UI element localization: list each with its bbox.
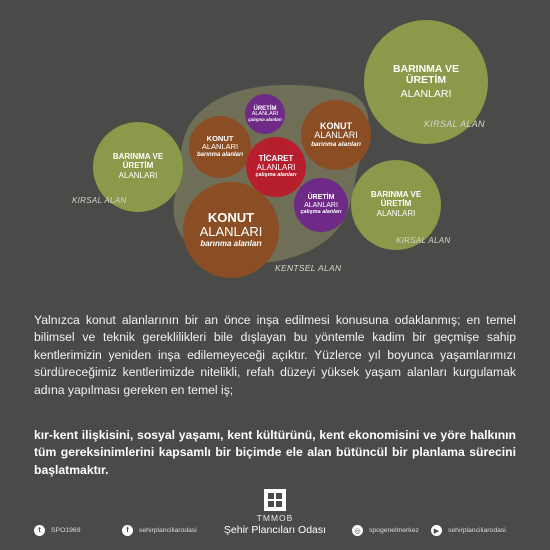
node-sub: ALANLARI bbox=[251, 110, 279, 117]
node-uretim-lower bbox=[294, 178, 348, 232]
node-detail: çalışma alanları bbox=[300, 208, 342, 215]
instagram-icon: ◎ bbox=[352, 525, 363, 536]
twitter-icon: t bbox=[34, 525, 45, 536]
social-footer bbox=[0, 522, 550, 542]
node-detail: barınma alanları bbox=[196, 152, 244, 159]
node-sub: ALANLARI bbox=[304, 201, 338, 209]
twitter-link[interactable] bbox=[34, 525, 80, 536]
body-paragraph: Yalnızca konut alanlarının bir an önce inşa edilmesi konusuna odaklanmış; en temel bilimsel ve teknik gereklilikleri bile dışlayan bu yöntemle kadim bir geçmişe sahip kentlerimizin yeniden inşa edilemeyeceği açıktır. Yüzlerce yıl boyunca yaşamlarımızı sürdüreceğimiz kentlerimizde nitelikli, refah düzeyi yüksek yaşam alanları kurgulamak adına yapılması gereken en temel iş; bbox=[34, 313, 516, 397]
youtube-handle: sehirplanciliarodasi bbox=[448, 527, 506, 534]
logo-name-text: Şehir Plancıları Odası bbox=[223, 524, 327, 536]
node-sub: ALANLARI bbox=[201, 142, 239, 152]
region-kirsal-top-right: KIRSAL ALAN bbox=[424, 119, 485, 129]
twitter-handle: SPO1969 bbox=[51, 527, 81, 534]
node-title: BARINMA VE ÜRETİM bbox=[112, 152, 164, 170]
node-sub: ALANLARI bbox=[199, 223, 263, 239]
instagram-link[interactable] bbox=[352, 525, 419, 536]
node-sub: ALANLARI bbox=[314, 130, 358, 141]
facebook-icon: f bbox=[122, 525, 133, 536]
node-sub: ALANLARI bbox=[376, 209, 416, 219]
node-title: TİCARET bbox=[258, 154, 294, 164]
youtube-link[interactable] bbox=[431, 525, 506, 536]
node-konut-small bbox=[189, 116, 251, 178]
node-title: KONUT bbox=[206, 134, 234, 144]
node-sub: ALANLARI bbox=[118, 171, 158, 181]
region-kirsal-right: KIRSAL ALAN bbox=[396, 236, 451, 245]
region-kirsal-left: KIRSAL ALAN bbox=[72, 196, 127, 205]
logo-org-text: TMMOB bbox=[256, 513, 294, 523]
node-konut-upper-right bbox=[301, 100, 371, 170]
region-kentsel: KENTSEL ALAN bbox=[275, 263, 342, 273]
node-detail: barınma alanları bbox=[200, 239, 262, 249]
youtube-icon: ▶ bbox=[431, 525, 442, 536]
node-sub: ALANLARI bbox=[256, 162, 296, 172]
node-title: ÜRETİM bbox=[253, 105, 277, 112]
spo-logo-icon bbox=[264, 489, 286, 511]
facebook-handle: sehirplanciliarodasi bbox=[139, 527, 197, 534]
node-konut-large bbox=[183, 182, 279, 278]
node-detail: barınma alanları bbox=[311, 140, 361, 148]
node-title: KONUT bbox=[320, 120, 352, 131]
node-sub: ALANLARI bbox=[400, 87, 452, 100]
node-uretim-top bbox=[245, 94, 285, 134]
body-paragraph-bold: kır-kent ilişkisini, sosyal yaşamı, kent kültürünü, kent ekonomisini ve yöre halkının tüm gereksinimlerini kapsamlı bir biçimde ele alan bütüncül bir planlama sürecini başlatmaktır. bbox=[34, 428, 516, 477]
node-detail: çalışma alanları bbox=[255, 172, 297, 178]
node-detail: çalışma alanları bbox=[248, 116, 282, 122]
node-title: ÜRETİM bbox=[307, 194, 335, 202]
node-title: KONUT bbox=[207, 210, 255, 226]
facebook-link[interactable] bbox=[122, 525, 197, 536]
instagram-handle: spogenelmerkez bbox=[369, 527, 419, 534]
node-title: BARINMA VE ÜRETİM bbox=[370, 190, 422, 208]
node-title: BARINMA VE ÜRETİM bbox=[392, 63, 460, 87]
